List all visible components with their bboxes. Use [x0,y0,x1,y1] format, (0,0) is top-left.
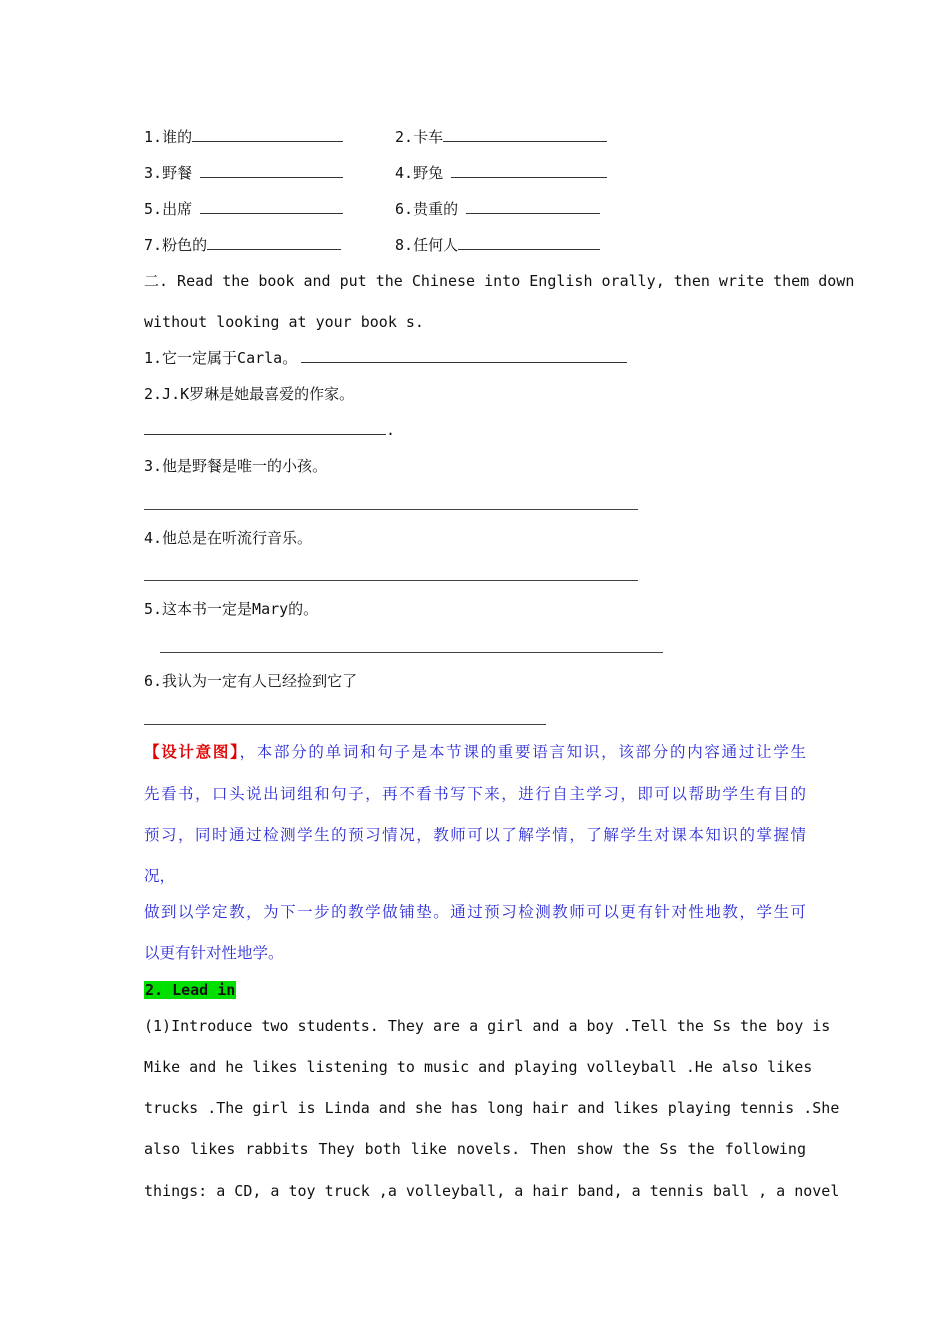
answer-line-4[interactable] [144,580,638,581]
vocab-num: 2. [395,128,414,146]
vocab-num: 5. [144,200,163,218]
answer-line-2 [144,420,395,440]
design-intent-line3: 预习，同时通过检测学生的预习情况，教师可以了解学情，了解学生对课本知识的掌握情 [144,826,806,844]
answer-line-3[interactable] [144,509,638,510]
answer-blank[interactable] [144,420,386,435]
sentence-5: 5.这本书一定是Mary的。 [144,600,319,618]
design-intent-label: 【设计意图】 [144,743,240,761]
sentence-2: 2.J.K罗琳是她最喜爱的作家。 [144,385,355,403]
sentence-text: 1.它一定属于Carla。 [144,349,298,367]
vocab-num: 3. [144,164,163,182]
answer-blank[interactable] [443,127,607,142]
period: . [386,421,396,439]
lead-in-line-1: (1)Introduce two students. They are a girl and a boy .Tell the Ss the boy is [144,1017,831,1035]
lead-in-line-2: Mike and he likes listening to music and playing volleyball .He also likes [144,1058,813,1076]
vocab-num: 1. [144,128,163,146]
vocab-word: 野兔 [413,164,444,182]
lead-in-line-4: also likes rabbits They both like novels. Then show the Ss the following [144,1140,806,1158]
vocab-num: 4. [395,164,414,182]
design-intent-line4: 况， [144,867,176,885]
answer-blank[interactable] [192,127,343,142]
design-intent-line1: 【设计意图】，本部分的单词和句子是本节课的重要语言知识，该部分的内容通过让学生 [144,743,806,761]
answer-blank[interactable] [466,199,600,214]
vocab-item-8 [395,235,600,255]
section2-heading-line1: 二. Read the book and put the Chinese into English orally, then write them down [144,272,855,290]
vocab-word: 谁的 [162,128,193,146]
answer-blank[interactable] [207,235,341,250]
answer-line-6[interactable] [144,724,546,725]
sentence-4: 4.他总是在听流行音乐。 [144,529,313,547]
sentence-3: 3.他是野餐是唯一的小孩。 [144,457,328,475]
answer-blank[interactable] [458,235,600,250]
lead-in-title [144,980,236,1000]
vocab-word: 野餐 [162,164,193,182]
vocab-item-5 [144,199,343,219]
vocab-word: 出席 [162,200,193,218]
vocab-num: 8. [395,236,414,254]
sentence-6: 6.我认为一定有人已经捡到它了 [144,672,358,690]
lead-in-title-text: 2. Lead in [145,981,236,999]
vocab-item-1 [144,127,343,147]
answer-blank[interactable] [200,199,343,214]
vocab-word: 贵重的 [413,200,459,218]
lead-in-line-5: things: a CD, a toy truck ,a volleyball, a hair band, a tennis ball , a novel [144,1182,840,1200]
answer-blank[interactable] [451,163,607,178]
answer-blank[interactable] [301,348,627,363]
vocab-item-4 [395,163,607,183]
vocab-item-7 [144,235,341,255]
lead-in-line-3: trucks .The girl is Linda and she has long hair and likes playing tennis .She [144,1099,840,1117]
vocab-item-2 [395,127,607,147]
vocab-word: 粉色的 [162,236,208,254]
design-intent-line6: 以更有针对性地学。 [144,944,284,962]
design-intent-line5: 做到以学定教，为下一步的教学做铺垫。通过预习检测教师可以更有针对性地教，学生可 [144,903,806,921]
section2-heading-line2: without looking at your book s. [144,313,424,331]
vocab-word: 任何人 [413,236,459,254]
design-intent-line2: 先看书，口头说出词组和句子，再不看书写下来，进行自主学习，即可以帮助学生有目的 [144,785,806,803]
vocab-num: 7. [144,236,163,254]
sentence-1 [144,348,627,368]
vocab-item-6 [395,199,600,219]
answer-blank[interactable] [200,163,343,178]
answer-line-5[interactable] [160,652,663,653]
vocab-word: 卡车 [413,128,444,146]
vocab-num: 6. [395,200,414,218]
vocab-item-3 [144,163,343,183]
